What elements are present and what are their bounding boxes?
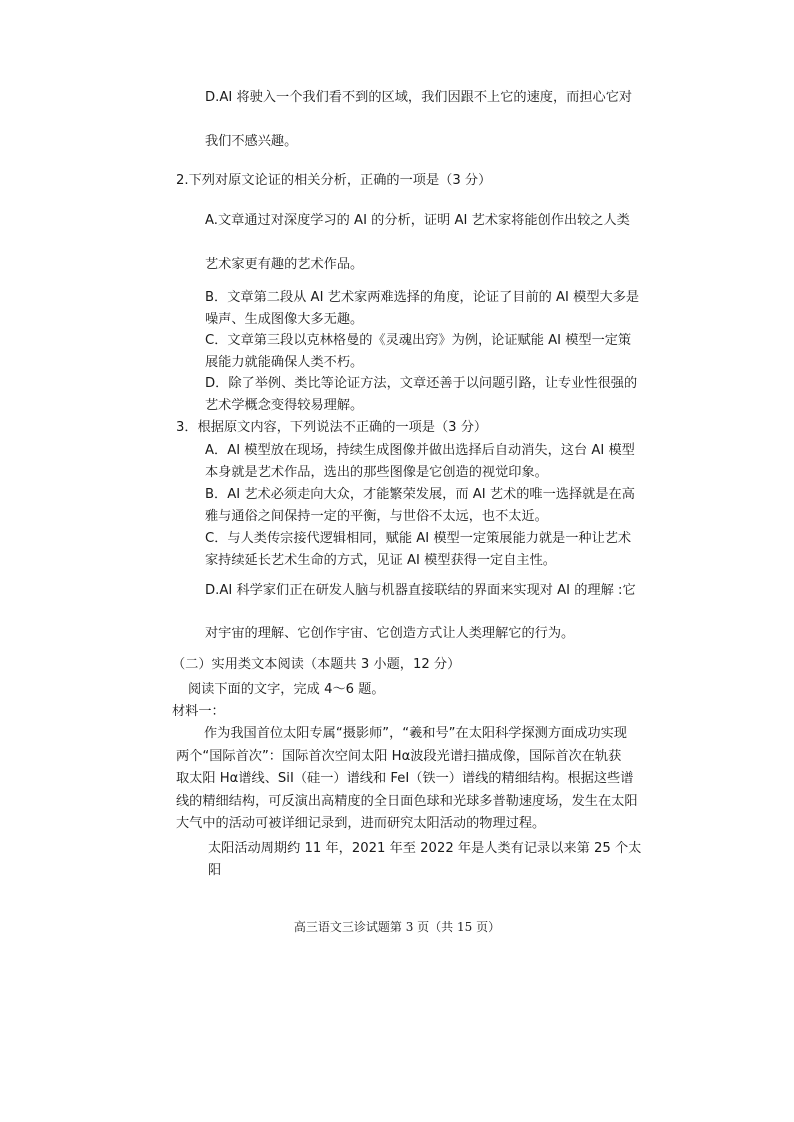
material-para2-line2: 阳 (208, 863, 222, 878)
q1-option-d-line2: 我们不感兴趣。 (205, 134, 298, 149)
q3-option-a-line2: 本身就是艺术作品，选出的那些图像是它创造的视觉印象。 (205, 465, 548, 480)
q2-option-d-line1: D．除了举例、类比等论证方法，文章还善于以问题引路，让专业性很强的 (205, 376, 638, 391)
material-para1-line3: 取太阳 Hα谱线、SiI（硅一）谱线和 FeI（铁一）谱线的精细结构。根据这些谱 (176, 771, 634, 786)
q3-option-a-line1: A．AI 模型放在现场，持续生成图像并做出选择后自动消失，这台 AI 模型 (205, 443, 635, 458)
q2-option-b-line2: 噪声、生成图像大多无趣。 (205, 312, 364, 327)
q3-option-c-line1: C．与人类传宗接代逻辑相同，赋能 AI 模型一定策展能力就是一种让艺术 (205, 531, 632, 546)
q3-option-b-line2: 雅与通俗之间保持一定的平衡，与世俗不太远，也不太近。 (205, 509, 548, 524)
q3-option-d-line2: 对宇宙的理解、它创作宇宙、它创造方式让人类理解它的行为。 (205, 626, 575, 641)
material-para1-line5: 大气中的活动可被详细记录到，进而研究太阳活动的物理过程。 (176, 816, 546, 831)
material-para1-line2: 两个“国际首次”：国际首次空间太阳 Hα波段光谱扫描成像，国际首次在轨获 (176, 749, 622, 764)
material-label: 材料一： (172, 704, 225, 719)
q1-option-d-line1: D.AI 将驶入一个我们看不到的区域，我们因跟不上它的速度，而担心它对 (205, 90, 633, 105)
q2-option-b-line1: B．文章第二段从 AI 艺术家两难选择的角度，论证了目前的 AI 模型大多是 (205, 290, 640, 305)
q3-stem: 3．根据原文内容，下列说法不正确的一项是（3 分） (176, 420, 488, 435)
q2-option-d-line2: 艺术学概念变得较易理解。 (205, 398, 364, 413)
q2-option-a-line2: 艺术家更有趣的艺术作品。 (205, 257, 364, 272)
material-para2-line1: 太阳活动周期约 11 年，2021 年至 2022 年是人类有记录以来第 25 个太 (208, 841, 642, 856)
q2-option-a-line1: A.文章通过对深度学习的 AI 的分析，证明 AI 艺术家将能创作出较之人类 (205, 213, 630, 228)
q3-option-b-line1: B．AI 艺术必须走向大众，才能繁荣发展，而 AI 艺术的唯一选择就是在高 (205, 487, 635, 502)
q2-option-c-line1: C．文章第三段以克林格曼的《灵魂出窍》为例，论证赋能 AI 模型一定策 (205, 333, 632, 348)
q2-stem: 2.下列对原文论证的相关分析，正确的一项是（3 分） (176, 173, 492, 188)
section2-heading: （二）实用类文本阅读（本题共 3 小题，12 分） (172, 657, 461, 672)
material-para1-line1: 作为我国首位太阳专属“摄影师”，“羲和号”在太阳科学探测方面成功实现 (204, 726, 627, 741)
q2-option-c-line2: 展能力就能确保人类不朽。 (205, 355, 364, 370)
page-footer: 高三语文三诊试题第 3 页（共 15 页） (293, 920, 501, 934)
section2-instruction: 阅读下面的文字，完成 4～6 题。 (188, 682, 385, 697)
q3-option-d-line1: D.AI 科学家们正在研发人脑与机器直接联结的界面来实现对 AI 的理解 :它 (205, 583, 636, 598)
q3-option-c-line2: 家持续延长艺术生命的方式，见证 AI 模型获得一定自主性。 (205, 553, 556, 568)
material-para1-line4: 线的精细结构，可反演出高精度的全日面色球和光球多普勒速度场，发生在太阳 (176, 794, 638, 809)
